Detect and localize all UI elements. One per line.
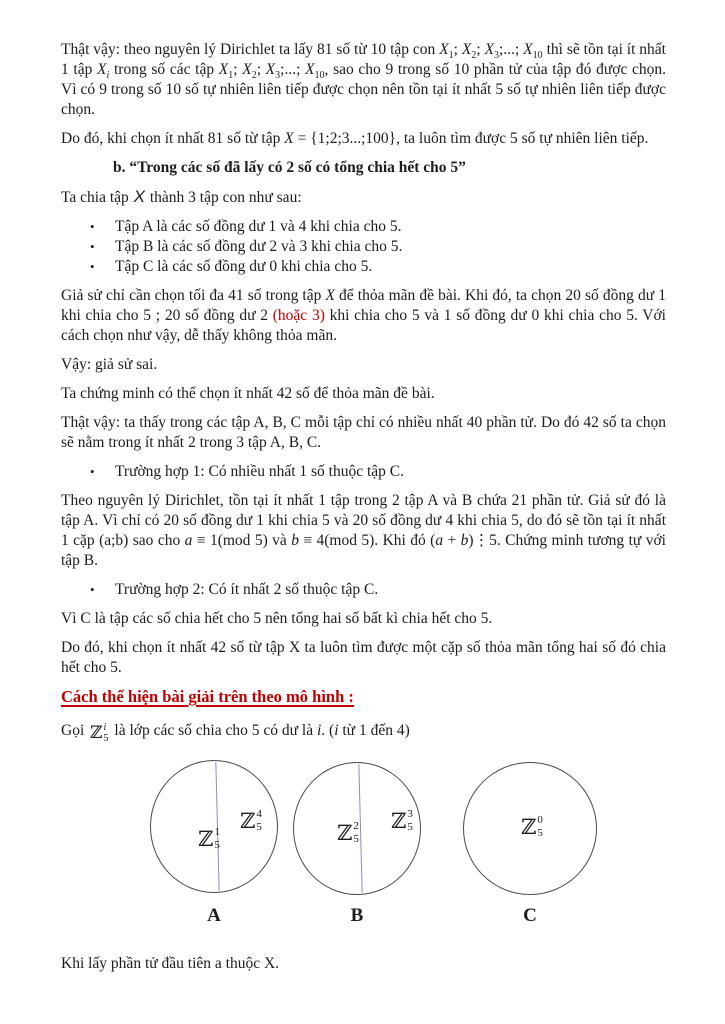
text-segment: ;: [233, 61, 243, 78]
z-subscript: 5: [103, 733, 109, 744]
modular-classes-diagram: [61, 754, 666, 940]
text-segment: X: [461, 41, 472, 58]
class-label-Z52: [337, 821, 359, 845]
text-segment: X: [97, 61, 107, 78]
text-segment: Giả sử chỉ cần chọn tối đa 41 số trong tập: [61, 287, 326, 304]
circle-B-label: B: [350, 905, 364, 926]
list-item-text: [115, 217, 666, 237]
text-segment: b. “Trong các số đã lấy có 2 số có tổng chia hết cho 5”: [113, 159, 466, 176]
paragraph-conclusion-42: [61, 638, 666, 678]
section-heading-b: [113, 158, 666, 178]
text-segment: X: [439, 41, 449, 58]
text-segment: ≡ 1(mod 5) và: [192, 532, 292, 549]
double-struck-z: ℤ: [337, 820, 353, 845]
text-segment: 2: [251, 70, 257, 81]
paragraph-claim-42: [61, 384, 666, 404]
text-segment: X: [242, 61, 252, 78]
document-body-top: [61, 40, 666, 744]
text-segment: Tập A là các số đồng dư 1 và 4 khi chia cho 5.: [115, 218, 402, 235]
text-segment: Thật vậy: theo nguyên lý Dirichlet ta lấy 81 số từ 10 tập con: [61, 41, 440, 58]
text-segment: a: [435, 532, 444, 549]
list-item-text: [115, 462, 666, 482]
text-segment: Khi lấy phần tử đầu tiên a thuộc X.: [61, 955, 280, 972]
text-segment: Trường hợp 2: Có ít nhất 2 số thuộc tập C.: [115, 581, 379, 598]
list-item: [90, 237, 666, 257]
paragraph-case-2: [61, 609, 666, 629]
text-segment: X: [484, 41, 495, 58]
paragraph-conclusion-81: [61, 129, 666, 149]
text-segment: Do đó, khi chọn ít nhất 81 số từ tập: [61, 130, 285, 147]
text-segment: Vậy: giả sử sai.: [61, 356, 158, 373]
class-label-Z54: [240, 809, 262, 833]
text-segment: 3: [275, 70, 281, 81]
text-segment: trong số các tập: [109, 61, 219, 78]
text-segment: Thật vậy: ta thấy trong các tập A, B, C mỗi tập chỉ có nhiều nhất 40 phần tử. Do đó 42 số ta chọn sẽ nằm trong ít nhất 2 trong 3 tập A, B, C.: [61, 414, 666, 451]
text-segment: X: [325, 287, 335, 304]
paragraph-assumption-false: [61, 355, 666, 375]
paragraph-define-classes: [61, 721, 666, 744]
text-segment: để thỏa mãn đề bài. Khi đó, ta chọn 20 số đồng dư 1 khi chia cho 5 ; 20 số đồng dư 2: [61, 287, 666, 324]
text-segment: 10: [314, 70, 325, 81]
paragraph-partition-intro: [61, 188, 666, 208]
z-superscript: 0: [537, 814, 543, 826]
text-segment: Gọi: [61, 722, 89, 739]
text-segment: Vì C là tập các số chia hết cho 5 nên tổng hai số bất kì chia hết cho 5.: [61, 610, 493, 627]
text-segment: thì sẽ tồn tại ít nhất 1 tập: [61, 41, 666, 78]
text-segment: a: [184, 532, 193, 549]
paragraph-first-element: [61, 954, 666, 974]
paragraph-42-argument: [61, 413, 666, 453]
list-item-text: [115, 580, 666, 600]
paragraph-assume-41: [61, 286, 666, 346]
math-z-class-notation: [90, 723, 108, 744]
text-segment: b: [460, 532, 469, 549]
list-item-text: [115, 257, 666, 277]
double-struck-z: ℤ: [198, 826, 214, 851]
text-segment: 3: [494, 50, 500, 61]
text-segment: . (: [321, 722, 335, 739]
text-segment: Tập B là các số đồng dư 2 và 3 khi chia cho 5.: [115, 238, 403, 255]
bullet-icon: •: [90, 239, 95, 254]
text-segment: X: [265, 61, 276, 78]
double-struck-z: ℤ: [90, 723, 103, 743]
text-segment: 1: [228, 70, 234, 81]
text-segment: , sao cho 9 trong số 10 phần tử của tập đó được chọn. Vì có 9 trong số 10 số tự nhiên liên tiếp được chọn nên tồn tại ít nhất 5 số tự nhiên liên tiếp được chọn.: [61, 61, 666, 118]
class-label-Z53: [391, 809, 413, 833]
text-segment: ;: [453, 41, 462, 58]
double-struck-z: ℤ: [391, 808, 407, 833]
z-subscript: 5: [214, 839, 220, 851]
text-segment: ;: [476, 41, 485, 58]
text-segment: ;...;: [280, 61, 306, 78]
text-segment: thành 3 tập con như sau:: [146, 189, 302, 206]
bullet-case-1: [61, 462, 666, 482]
z-subscript: 5: [256, 821, 262, 833]
text-segment: Do đó, khi chọn ít nhất 42 số từ tập X ta luôn tìm được một cặp số thỏa mãn tổng hai số đó chia hết cho 5.: [61, 639, 666, 676]
text-segment: Ta chia tập: [61, 189, 133, 206]
bullet-list-sets: [61, 217, 666, 277]
text-segment: X: [284, 130, 294, 147]
circle-B: [293, 762, 421, 895]
bullet-icon: •: [90, 582, 95, 597]
text-segment: là lớp các số chia cho 5 có dư là: [110, 722, 317, 739]
z-superscript: 4: [256, 808, 262, 820]
text-segment: X: [523, 41, 533, 58]
circle-A-label: A: [207, 905, 221, 926]
class-label-Z50: [521, 815, 543, 839]
text-segment: Tập C là các số đồng dư 0 khi chia cho 5.: [115, 258, 373, 275]
text-segment: ≡ 4(mod 5). Khi đó (: [298, 532, 436, 549]
text-segment: i: [316, 722, 322, 739]
bullet-case-2: [61, 580, 666, 600]
bullet-icon: •: [90, 219, 95, 234]
z-subscript: 5: [407, 821, 413, 833]
z-superscript: 3: [407, 808, 413, 820]
text-segment: Theo nguyên lý Dirichlet, tồn tại ít nhất 1 tập trong 2 tập A và B chứa 21 phần tử. Giả sử đó là tập A. Vì chỉ có 20 số đồng dư 1 khi chia 5 và 20 số đồng dư 4 khi chia 5, do đó sẽ tồn tại ít nhất 1 cặp (a;b) sao cho: [61, 492, 666, 549]
text-segment: (hoặc 3): [272, 307, 325, 324]
text-segment: X: [218, 61, 229, 78]
paragraph-case-1: [61, 491, 666, 571]
double-struck-z: ℤ: [521, 814, 537, 839]
text-segment: từ 1 đến 4): [338, 722, 410, 739]
list-item-text: [115, 237, 666, 257]
paragraph-dirichlet-81: [61, 40, 666, 120]
text-segment: X: [133, 187, 145, 206]
list-item: [90, 462, 666, 482]
z-superscript: 1: [214, 826, 220, 838]
z-subscript: 5: [353, 833, 359, 845]
list-item: [90, 257, 666, 277]
text-segment: i: [106, 70, 110, 81]
document-content: [61, 40, 666, 983]
circle-C-label: C: [523, 905, 537, 926]
red-heading-model: [61, 687, 666, 707]
list-item: [90, 217, 666, 237]
bullet-icon: •: [90, 259, 95, 274]
circle-A: [150, 760, 278, 893]
text-segment: khi chia cho 5 và 1 số đồng dư 0 khi chia cho 5. Với cách chọn như vậy, dễ thấy không thỏa mãn.: [61, 307, 666, 344]
document-body-bottom: [61, 954, 666, 974]
double-struck-z: ℤ: [240, 808, 256, 833]
text-segment: ;: [256, 61, 266, 78]
list-item: [90, 580, 666, 600]
z-superscript: 2: [353, 820, 359, 832]
circle-B-divider: [358, 764, 362, 893]
text-segment: 1: [448, 50, 454, 61]
text-segment: ;...;: [499, 41, 524, 58]
bullet-icon: •: [90, 464, 95, 479]
text-segment: X: [305, 61, 315, 78]
text-segment: +: [443, 532, 461, 549]
class-label-Z51: [198, 827, 220, 851]
text-segment: b: [291, 532, 299, 549]
circle-C: [463, 762, 597, 895]
text-segment: Cách thể hiện bài giải trên theo mô hình :: [61, 687, 354, 706]
text-segment: = {1;2;3...;100}, ta luôn tìm được 5 số tự nhiên liên tiếp.: [293, 130, 649, 147]
z-subscript: 5: [537, 827, 543, 839]
text-segment: 10: [532, 50, 543, 61]
text-segment: Ta chứng minh có thể chọn ít nhất 42 số để thỏa mãn đề bài.: [61, 385, 435, 402]
text-segment: )⋮5. Chứng minh tương tự với tập B.: [61, 532, 666, 569]
text-segment: i: [334, 722, 339, 739]
text-segment: Trường hợp 1: Có nhiều nhất 1 số thuộc tập C.: [115, 463, 405, 480]
text-segment: 2: [471, 50, 477, 61]
z-superscript: i: [103, 722, 107, 733]
